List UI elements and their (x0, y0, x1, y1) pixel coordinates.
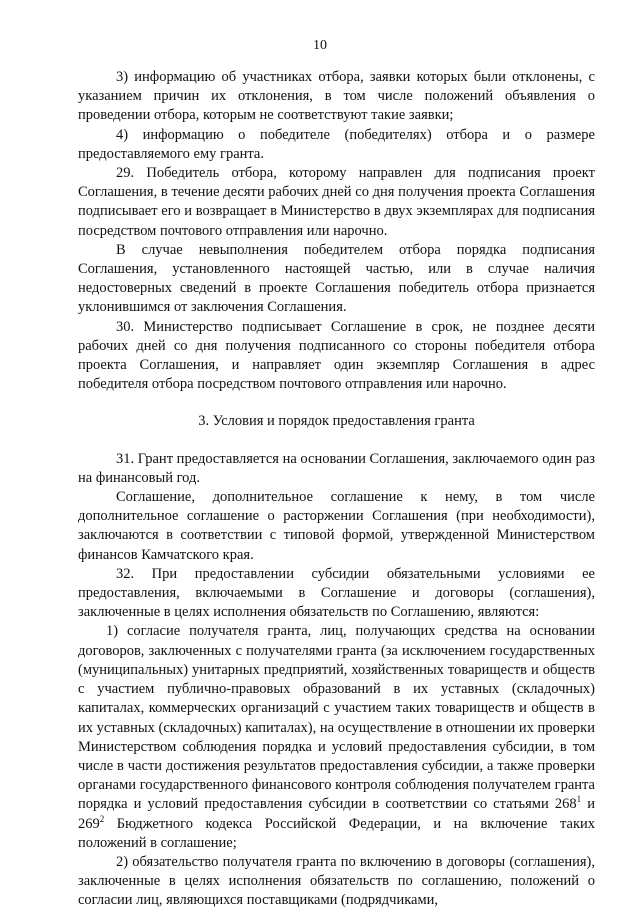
paragraph-item-3: 3) информацию об участниках отбора, заявки которых были отклонены, с указанием причин их отклонения, в том числе положений объявления о проведении отбора, которым не соответствуют такие заявки; (78, 69, 595, 124)
paragraph-31: 31. Грант предоставляется на основании Соглашения, заключаемого один раз на финансовый год. (78, 450, 595, 486)
paragraph-29: 29. Победитель отбора, которому направлен для подписания проект Соглашения, в течение десяти рабочих дней со дня получения проекта Соглашения подписывает его и возвращает в Министерство в двух экземплярах для подписания посредством почтового отправления или нарочно. (78, 165, 595, 239)
document-body (78, 68, 595, 911)
paragraph-condition-2: 2) обязательство получателя гранта по включению в договоры (соглашения), заключенные в целях исполнения обязательств по соглашению, положений о согласии лиц, являющихся поставщиками (подрядчиками, (78, 853, 595, 909)
paragraph-32: 32. При предоставлении субсидии обязательными условиями ее предоставления, включаемыми в Соглашение и договоры (соглашения), заключенные в целях исполнения обязательств по Соглашению, являются: (78, 565, 595, 621)
article-269-superscript: 2 (99, 813, 105, 824)
condition-1-text-a: 1) согласие получателя гранта, лиц, получающих средства на основании договоров, заключенных с получателями гранта (за исключением государственных (муниципальных) унитарных предприятий, хозяйственных товариществ и обществ с участием публично-правовых образований в их уставных (складочных) капиталах, коммерческих организаций с участием таких товариществ и обществ в их уставных (складочных) капиталах), на осуществление в отношении их проверки Министерством соблюдения порядка и условий предоставления субсидии, в том числе в части достижения результатов предоставления субсидии, а также проверки органами государственного финансового контроля соблюдения получателем гранта порядка и условий предоставления субсидии в соответствии со статьями 268 (78, 623, 595, 813)
paragraph-agreement-form: Соглашение, дополнительное соглашение к нему, в том числе дополнительное соглашение о расторжении Соглашения (при необходимости), заключаются в соответствии с типовой формой, утвержденной Министерством финансов Камчатского края. (78, 489, 595, 563)
paragraph-29-failure: В случае невыполнения победителем отбора порядка подписания Соглашения, установленного настоящей частью, или в случае наличия недостоверных сведений в проекте Соглашения победитель отбора признается уклонившимся от заключения Соглашения. (78, 241, 595, 316)
page-number: 10 (313, 38, 327, 53)
section-heading: 3. Условия и порядок предоставления гранта (198, 413, 475, 430)
paragraph-item-4: 4) информацию о победителе (победителях) отбора и о размере предоставляемого ему гранта. (78, 126, 595, 162)
condition-1-text-b: и 269 (78, 796, 596, 832)
paragraph-30: 30. Министерство подписывает Соглашение в срок, не позднее десяти рабочих дней со дня получения подписанного со стороны победителя отбора проекта Соглашения, и направляет один экземпляр Соглашения в адрес победителя отбора посредством почтового отправления или нарочно. (78, 318, 595, 393)
article-268-superscript: 1 (576, 794, 582, 805)
paragraph-condition-1 (78, 622, 595, 852)
condition-1-text-c: Бюджетного кодекса Российской Федерации, и на включение таких положений в соглашение; (78, 815, 595, 851)
